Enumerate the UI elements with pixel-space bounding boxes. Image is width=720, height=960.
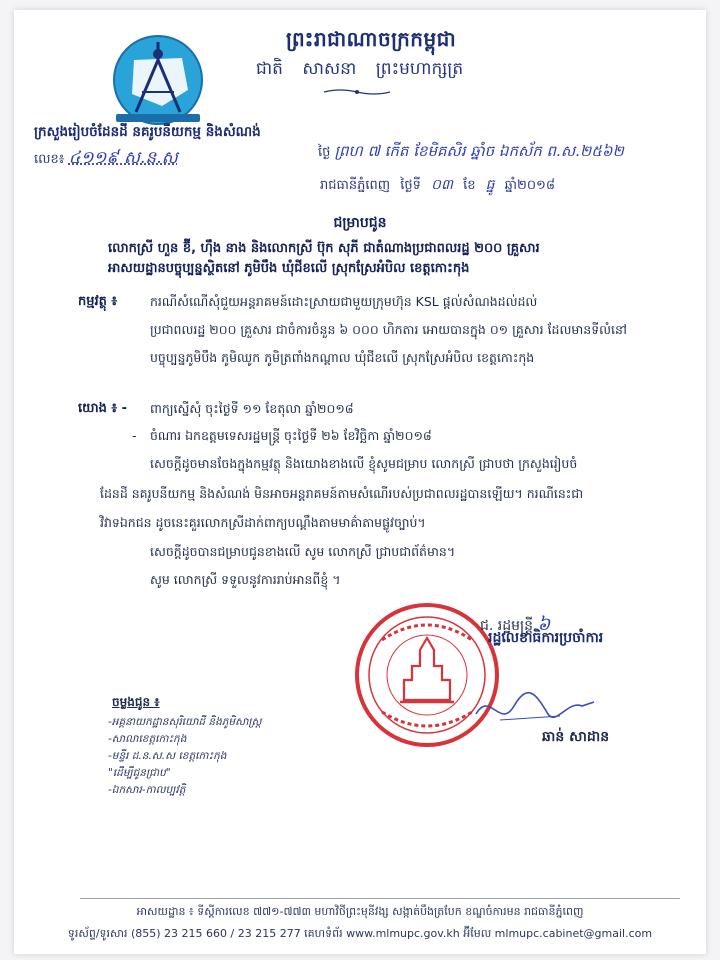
footer-address: អាសយដ្ឋាន ៖ ទីស្តីការលេខ ៧៧១-៧៧៣ មហាវិថីព្រះមុនីវង្ស សង្កាត់បឹងត្របែក ខណ្ឌចំការមន រាជធានីភ្នំពេញ	[136, 905, 584, 918]
recipient-line-1: លោកស្រី ហួន ខ៊ី, ហ៊ឹង នាង និងលោកស្រី ប៊ុក សុភី ជាតំណាងប្រជាពលរដ្ឋ ២០០ គ្រួសារ	[108, 241, 540, 256]
month: ធ្នូ	[485, 177, 495, 193]
ministry-logo	[102, 32, 226, 130]
cc-item: -សាលាខេត្តកោះកុង	[108, 733, 187, 745]
signatory-role: រដ្ឋមន្ត្រី	[497, 618, 534, 634]
body-para1-line2: ដែនដី នគរូបនីយកម្ម និងសំណង់ មិនអាចអន្តរាគមន៍តាមសំណើរបស់ប្រជាពលរដ្ឋបានឡើយ។ ករណីនេះជា	[100, 486, 584, 501]
footer-contact: ទូរស័ព្ទ/ទូរសារ (855) 23 215 660 / 23 215 277 គេហទំព័រ www.mlmupc.gov.kh អ៊ីមែល mlmupc.cabinet@gmail.com	[67, 927, 653, 940]
cc-item: "ដើម្បីជូនជ្រាប"	[108, 767, 171, 779]
ministry-name: ក្រសួងរៀបចំដែនដី នគរូបនីយកម្ម និងសំណង់	[34, 124, 261, 140]
reference-section-label: យោង ៖ -	[78, 401, 128, 416]
place-date	[320, 175, 555, 196]
day: ០៣	[431, 177, 453, 193]
cc-title: ចម្លងជូន ៖	[112, 695, 160, 709]
signatory-name: ឆាន់ សាដាន	[542, 729, 610, 745]
year: ឆ្នាំ២០១៨	[504, 178, 556, 193]
subject-label: កម្មវត្ថុ ៖	[78, 294, 118, 309]
reference-number	[34, 147, 178, 172]
subject-line-1: ករណីសំណើសុំជួយអន្តរាគមន៍ដោះស្រាយជាមួយក្រុមហ៊ុន KSL ផ្តល់សំណងដល់ដល់	[150, 294, 538, 309]
salutation-heading: ជម្រាបជូន	[333, 215, 387, 231]
reference-item-2-bullet: -	[132, 428, 137, 443]
place: រាជធានីភ្នំពេញ ថ្ងៃទី	[320, 178, 421, 193]
signatory-mark: ៦	[537, 614, 551, 635]
lunar-value: ព្រហ ៧ កើត ខែមិគសិរ ឆ្នាំច ឯកស័ក ព.ស.២៥៦២	[334, 142, 624, 160]
body-para1-line1: សេចក្តីដូចមានចែងក្នុងកម្មវត្ថុ និងយោងខាងលើ ខ្ញុំសូមជម្រាប លោកស្រី ជ្រាបថា ក្រសួងរៀបចំ	[150, 456, 578, 471]
subject-line-2: ប្រជាពលរដ្ឋ ២០០ គ្រួសារ ជាចំការចំនួន ៦ ០០០ ហិកតារ អោយបានក្នុង ០១ គ្រួសារ ដែលមានទីលំនៅ	[150, 322, 627, 337]
body-para1-line3: វិវាទឯកជន ដូចនេះគួរលោកស្រីដាក់ពាក្យបណ្តឹងតាមមាគ៌ាតាមផ្លូវច្បាប់។	[100, 515, 426, 530]
cc-item: -អគ្គនាយកដ្ឋានសុរិយោដី និងភូមិសាស្ត្រ	[108, 716, 262, 728]
signatory-prefix: ជ.	[480, 618, 494, 634]
body-closing: សូម លោកស្រី ទទួលនូវការរាប់អានពីខ្ញុំ ។	[150, 572, 341, 587]
footer-divider	[80, 898, 680, 899]
reference-value: ៤១១៩ ស.ន.ស	[68, 148, 178, 168]
lunar-prefix: ថ្ងៃ	[318, 145, 331, 160]
lunar-date	[318, 142, 624, 164]
body-para2: សេចក្តីដូចបានជម្រាបជូនខាងលើ សូម លោកស្រី ជ្រាបជាព័ត៌មាន។	[150, 544, 456, 559]
signatory-subtitle: រដ្ឋលេខាធិការប្រចាំការ	[488, 630, 604, 646]
cc-item: -មន្ទីរ ដ.ន.ស.ស ខេត្តកោះកុង	[108, 750, 227, 762]
subject-line-3: បច្ចុប្បន្នភូមិបឹង ភូមិឈូក ភូមិត្រពាំងកណ្តាល ឃុំជីខលើ ស្រុកស្រែអំបិល ខេត្តកោះកុង	[150, 350, 535, 365]
cc-item: -ឯកសារ-កាលប្បវត្តិ	[108, 784, 186, 796]
reference-item-1: ពាក្យស្នើសុំ ចុះថ្ងៃទី ១១ ខែតុលា ឆ្នាំ២០១៨	[150, 401, 354, 416]
month-label: ខែ	[463, 178, 476, 193]
ornament-divider	[322, 88, 392, 96]
reference-item-2: ចំណារ ឯកឧត្តមទេសរដ្ឋមន្ត្រី ចុះថ្ងៃទី ២៦ ខែវិច្ឆិកា ឆ្នាំ២០១៨	[150, 428, 432, 443]
recipient-line-2: អាសយដ្ឋានបច្ចុប្បន្នស្ថិតនៅ ភូមិបឹង ឃុំជីខលើ ស្រុកស្រែអំបិល ខេត្តកោះកុង	[108, 261, 470, 276]
reference-label: លេខ៖	[34, 152, 65, 167]
kingdom-heading: ព្រះរាជាណាចក្រកម្ពុជា	[286, 27, 457, 51]
national-motto: ជាតិ សាសនា ព្រះមហាក្សត្រ	[256, 59, 464, 79]
